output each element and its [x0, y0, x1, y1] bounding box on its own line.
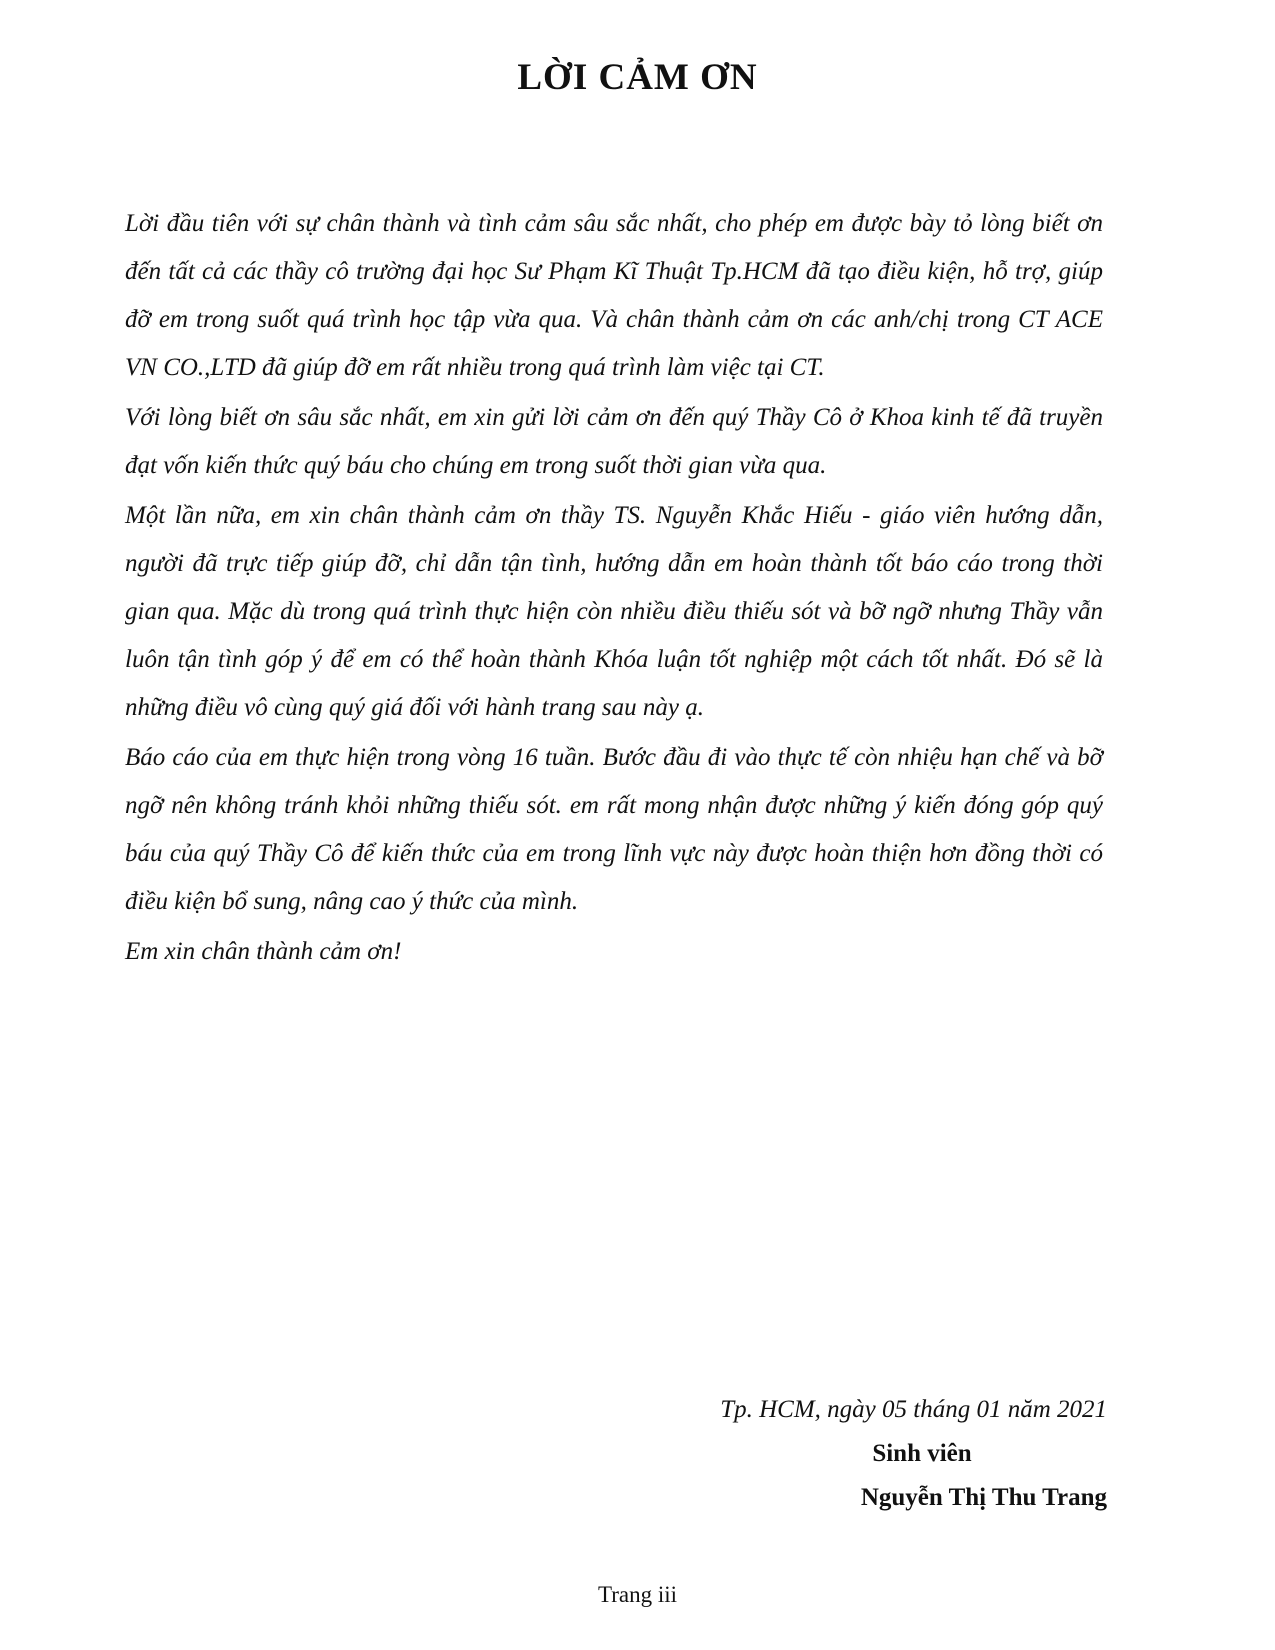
paragraph-1: Lời đầu tiên với sự chân thành và tình cảm sâu sắc nhất, cho phép em được bày tỏ lòng biết ơn đến tất cả các thầy cô trường đại học Sư Phạm Kĩ Thuật Tp.HCM đã tạo điều kiện, hỗ trợ, giúp đỡ em trong suốt quá trình học tập vừa qua. Và chân thành cảm ơn các anh/chị trong CT ACE VN CO.,LTD đã giúp đỡ em rất nhiều trong quá trình làm việc tại CT.	[125, 210, 1103, 381]
closing-line: Em xin chân thành cảm ơn!	[125, 938, 402, 965]
signature-date: Tp. HCM, ngày 05 tháng 01 năm 2021	[720, 1396, 1107, 1423]
signature-block	[587, 1388, 1107, 1520]
paragraph-2: Với lòng biết ơn sâu sắc nhất, em xin gửi lời cảm ơn đến quý Thầy Cô ở Khoa kinh tế đã truyền đạt vốn kiến thức quý báu cho chúng em trong suốt thời gian vừa qua.	[125, 404, 1103, 479]
page-title: LỜI CẢM ƠN	[517, 57, 758, 98]
acknowledgement-body	[125, 200, 1103, 978]
paragraph-4: Báo cáo của em thực hiện trong vòng 16 tuần. Bước đầu đi vào thực tế còn nhiệu hạn chế và bỡ ngỡ nên không tránh khỏi những thiếu sót. em rất mong nhận được những ý kiến đóng góp quý báu của quý Thầy Cô để kiến thức của em trong lĩnh vực này được hoàn thiện hơn đồng thời có điều kiện bổ sung, nâng cao ý thức của mình.	[125, 744, 1103, 915]
signature-name: Nguyễn Thị Thu Trang	[860, 1484, 1107, 1511]
signature-role: Sinh viên	[872, 1440, 972, 1467]
paragraph-3: Một lần nữa, em xin chân thành cảm ơn thầy TS. Nguyễn Khắc Hiếu - giáo viên hướng dẫn, người đã trực tiếp giúp đỡ, chỉ dẫn tận tình, hướng dẫn em hoàn thành tốt báo cáo trong thời gian qua. Mặc dù trong quá trình thực hiện còn nhiều điều thiếu sót và bỡ ngỡ nhưng Thầy vẫn luôn tận tình góp ý để em có thể hoàn thành Khóa luận tốt nghiệp một cách tốt nhất. Đó sẽ là những điều vô cùng quý giá đối với hành trang sau này ạ.	[125, 502, 1103, 721]
page-number: Trang iii	[597, 1582, 678, 1607]
